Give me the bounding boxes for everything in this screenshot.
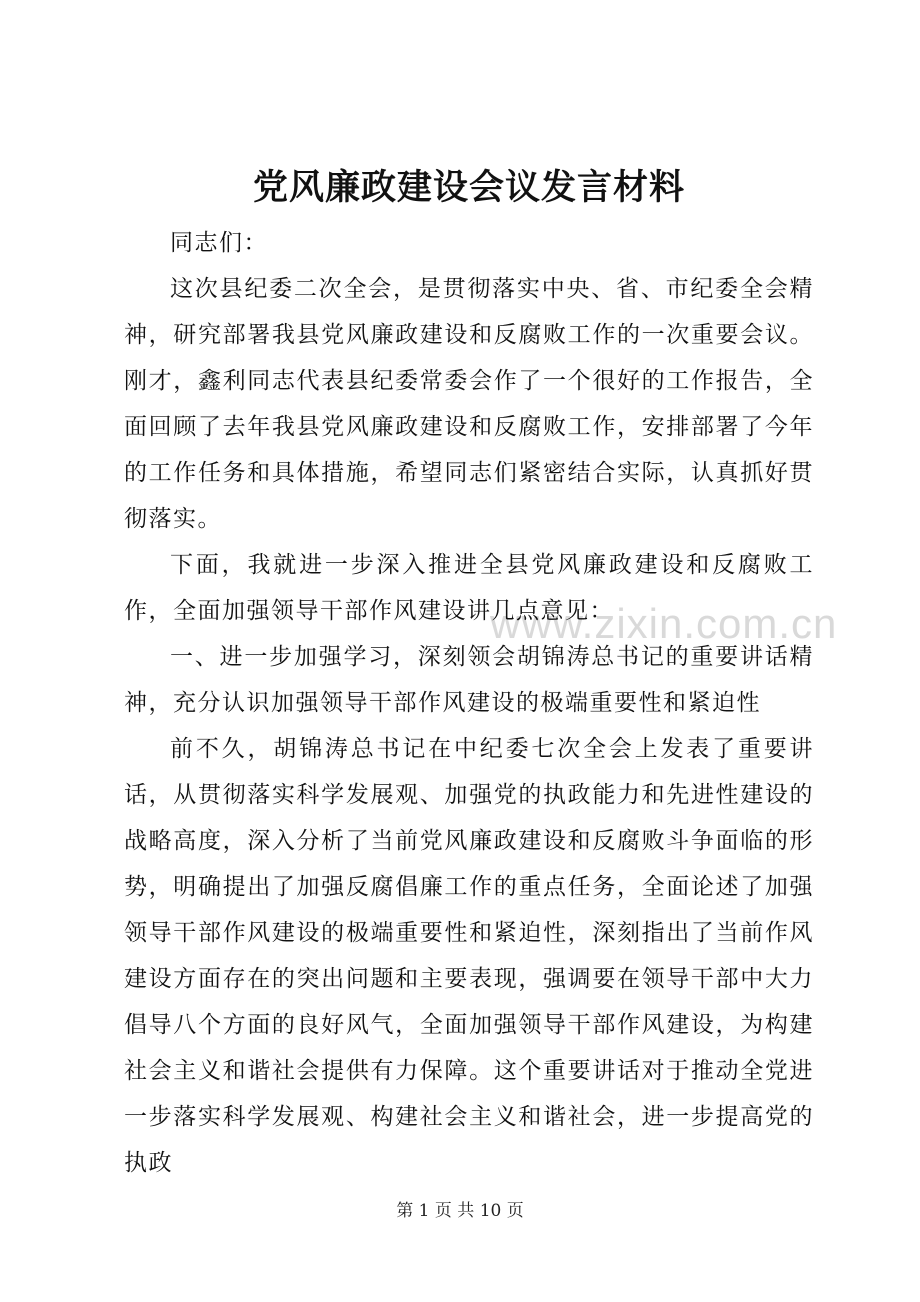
document-title: 党风廉政建设会议发言材料: [252, 167, 685, 208]
salutation-paragraph: 同志们：: [170, 230, 268, 256]
document-body: [124, 160, 814, 1186]
section-heading-1: 一、进一步加强学习，深刻领会胡锦涛总书记的重要讲话精神，充分认识加强领导干部作风建设的极端重要性和紧迫性: [124, 644, 814, 716]
outline-paragraph: 下面，我就进一步深入推进全县党风廉政建设和反腐败工作，全面加强领导干部作风建设讲几点意见：: [124, 552, 814, 624]
section-1-body-paragraph: 前不久，胡锦涛总书记在中纪委七次全会上发表了重要讲话，从贯彻落实科学发展观、加强党的执政能力和先进性建设的战略高度，深入分析了当前党风廉政建设和反腐败斗争面临的形势，明确提出了加强反腐倡廉工作的重点任务，全面论述了加强领导干部作风建设的极端重要性和紧迫性，深刻指出了当前作风建设方面存在的突出问题和主要表现，强调要在领导干部中大力倡导八个方面的良好风气，全面加强领导干部作风建设，为构建社会主义和谐社会提供有力保障。这个重要讲话对于推动全党进一步落实科学发展观、构建社会主义和谐社会，进一步提高党的执政: [124, 736, 814, 1176]
intro-paragraph: 这次县纪委二次全会，是贯彻落实中央、省、市纪委全会精神，研究部署我县党风廉政建设和反腐败工作的一次重要会议。刚才，鑫利同志代表县纪委常委会作了一个很好的工作报告，全面回顾了去年我县党风廉政建设和反腐败工作，安排部署了今年的工作任务和具体措施，希望同志们紧密结合实际，认真抓好贯彻落实。: [124, 276, 814, 532]
site-watermark: www.zixin.com.cn: [490, 600, 838, 647]
page-number-footer: 第 1 页 共 10 页: [396, 1201, 524, 1221]
